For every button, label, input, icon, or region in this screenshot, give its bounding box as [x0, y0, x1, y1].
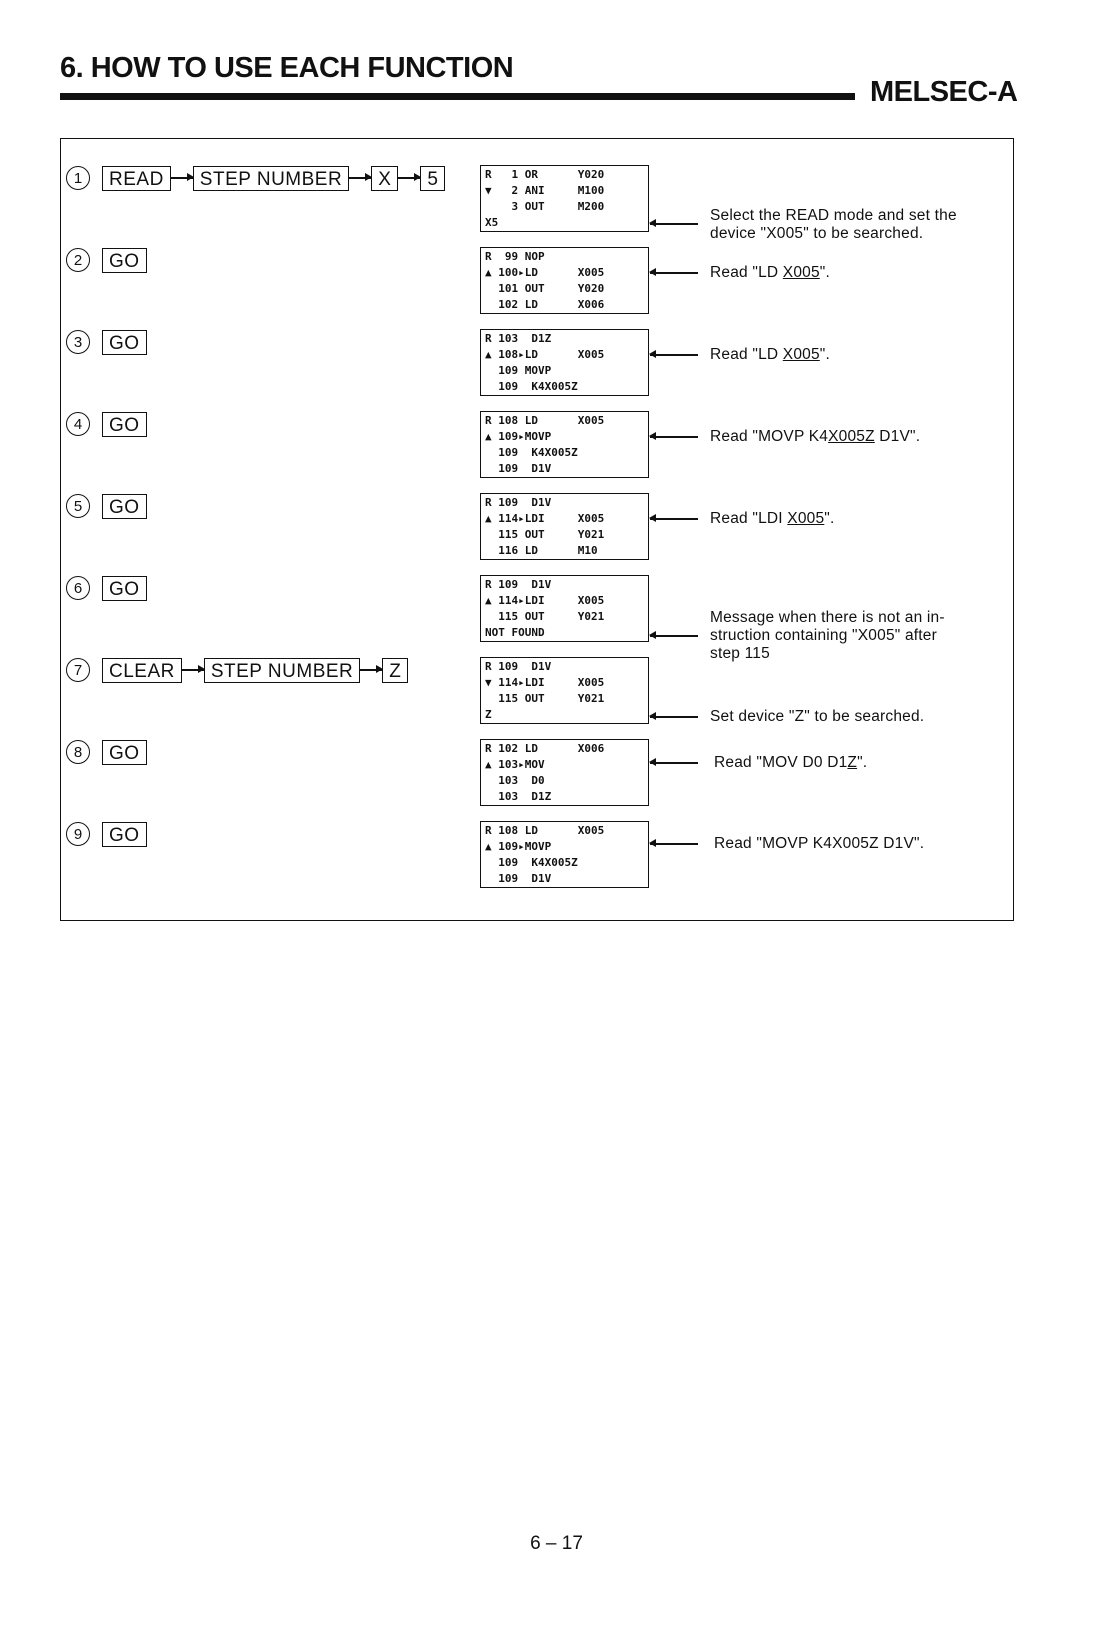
screen-line: 3 OUT M200: [485, 200, 605, 213]
read-key: READ: [102, 166, 171, 191]
description-text: ".: [819, 346, 831, 363]
go-key: GO: [102, 248, 147, 273]
screen-line: R 102 LD X006: [485, 742, 605, 755]
step-6: [66, 573, 147, 603]
arrow-icon: [182, 669, 204, 671]
description-9: [714, 835, 924, 853]
screen-line: 109 D1V: [485, 462, 552, 475]
pointer-arrow-icon: [650, 762, 698, 764]
go-key: GO: [102, 494, 147, 519]
screen-line: 109 K4X005Z: [485, 446, 578, 459]
description-2: [710, 264, 830, 282]
pointer-arrow-icon: [650, 354, 698, 356]
x-key: X: [371, 166, 398, 191]
screen-line: 101 OUT Y020: [485, 282, 605, 295]
step-number: 2: [66, 248, 90, 272]
step-number-key: STEP NUMBER: [193, 166, 349, 191]
underlined-device: X005Z: [828, 428, 875, 445]
go-key: GO: [102, 740, 147, 765]
description-text: Read "MOVP K4X005Z D1V".: [714, 835, 925, 852]
go-key: GO: [102, 822, 147, 847]
description-line: Message when there is not an in-: [710, 609, 945, 626]
description-3: [710, 346, 830, 364]
description-line: struction containing "X005" after: [710, 627, 937, 644]
screen-line: ▲ 103▸MOV: [485, 758, 545, 771]
step-1: [66, 163, 445, 193]
arrow-icon: [360, 669, 382, 671]
step-number-key: STEP NUMBER: [204, 658, 360, 683]
underlined-device: X005: [787, 510, 825, 527]
screen-line: 109 D1V: [485, 872, 552, 885]
screen-line: ▲ 100▸LD X005: [485, 266, 605, 279]
screen-line: R 109 D1V: [485, 496, 552, 509]
description-line: step 115: [710, 645, 770, 662]
display-screen-7: [480, 657, 649, 724]
step-7: [66, 655, 408, 685]
header-rule: [60, 93, 855, 100]
display-screen-3: [480, 329, 649, 396]
description-6: [710, 609, 945, 663]
screen-line: ▼ 114▸LDI X005: [485, 676, 605, 689]
go-key: GO: [102, 412, 147, 437]
display-screen-9: [480, 821, 649, 888]
description-1: [710, 207, 957, 243]
page-number: 6 – 17: [530, 1533, 583, 1554]
step-number: 3: [66, 330, 90, 354]
step-number: 4: [66, 412, 90, 436]
display-screen-8: [480, 739, 649, 806]
screen-line: ▼ 2 ANI M100: [485, 184, 605, 197]
display-screen-6: [480, 575, 649, 642]
description-text: Read "LDI: [710, 510, 788, 527]
step-8: [66, 737, 147, 767]
pointer-arrow-icon: [650, 716, 698, 718]
step-number: 1: [66, 166, 90, 190]
step-5: [66, 491, 147, 521]
description-text: ".: [824, 510, 835, 527]
pointer-arrow-icon: [650, 272, 698, 274]
display-screen-1: [480, 165, 649, 232]
description-text: ".: [819, 264, 831, 281]
description-line: Select the READ mode and set the: [710, 207, 957, 224]
screen-line: 103 D1Z: [485, 790, 552, 803]
page-title: 6. HOW TO USE EACH FUNCTION: [60, 52, 514, 84]
display-screen-5: [480, 493, 649, 560]
description-text: Set device "Z" to be searched.: [710, 708, 925, 725]
z-key: Z: [382, 658, 408, 683]
step-9: [66, 819, 147, 849]
description-5: [710, 510, 835, 528]
arrow-icon: [349, 177, 371, 179]
screen-line: ▲ 114▸LDI X005: [485, 512, 605, 525]
step-3: [66, 327, 147, 357]
step-number: 5: [66, 494, 90, 518]
description-7: [710, 708, 924, 726]
screen-line: R 108 LD X005: [485, 414, 605, 427]
pointer-arrow-icon: [650, 843, 698, 845]
arrow-icon: [398, 177, 420, 179]
description-text: D1V".: [874, 428, 921, 445]
arrow-icon: [171, 177, 193, 179]
screen-line: 109 K4X005Z: [485, 380, 578, 393]
pointer-arrow-icon: [650, 635, 698, 637]
description-8: [714, 754, 867, 772]
description-line: device "X005" to be searched.: [710, 225, 924, 242]
screen-line: 115 OUT Y021: [485, 610, 605, 623]
step-number: 8: [66, 740, 90, 764]
screen-line: 115 OUT Y021: [485, 692, 605, 705]
screen-line: X5: [485, 216, 499, 229]
screen-line: R 1 OR Y020: [485, 168, 605, 181]
step-4: [66, 409, 147, 439]
screen-line: R 109 D1V: [485, 578, 552, 591]
underlined-device: X005: [782, 346, 820, 363]
description-text: Read "LD: [710, 264, 783, 281]
step-2: [66, 245, 147, 275]
brand-label: MELSEC-A: [870, 76, 1018, 108]
display-screen-2: [480, 247, 649, 314]
step-number: 6: [66, 576, 90, 600]
screen-line: 109 MOVP: [485, 364, 552, 377]
step-number: 7: [66, 658, 90, 682]
screen-line: NOT FOUND: [485, 626, 545, 639]
screen-line: ▲ 109▸MOVP: [485, 430, 552, 443]
screen-line: ▲ 109▸MOVP: [485, 840, 552, 853]
description-text: ".: [857, 754, 868, 771]
step-number: 9: [66, 822, 90, 846]
description-text: Read "LD: [710, 346, 783, 363]
display-screen-4: [480, 411, 649, 478]
screen-line: ▲ 108▸LD X005: [485, 348, 605, 361]
description-4: [710, 428, 920, 446]
screen-line: R 103 D1Z: [485, 332, 552, 345]
screen-line: R 108 LD X005: [485, 824, 605, 837]
pointer-arrow-icon: [650, 518, 698, 520]
screen-line: R 99 NOP: [485, 250, 545, 263]
screen-line: 103 D0: [485, 774, 545, 787]
underlined-device: X005: [782, 264, 820, 281]
go-key: GO: [102, 576, 147, 601]
screen-line: 116 LD M10: [485, 544, 598, 557]
screen-line: Z: [485, 708, 492, 721]
screen-line: ▲ 114▸LDI X005: [485, 594, 605, 607]
description-text: Read "MOVP K4: [710, 428, 829, 445]
description-text: Read "MOV D0 D1: [714, 754, 848, 771]
screen-line: 115 OUT Y021: [485, 528, 605, 541]
pointer-arrow-icon: [650, 436, 698, 438]
clear-key: CLEAR: [102, 658, 182, 683]
underlined-device: Z: [847, 754, 858, 771]
screen-line: 109 K4X005Z: [485, 856, 578, 869]
go-key: GO: [102, 330, 147, 355]
screen-line: 102 LD X006: [485, 298, 605, 311]
five-key: 5: [420, 166, 445, 191]
pointer-arrow-icon: [650, 223, 698, 225]
screen-line: R 109 D1V: [485, 660, 552, 673]
